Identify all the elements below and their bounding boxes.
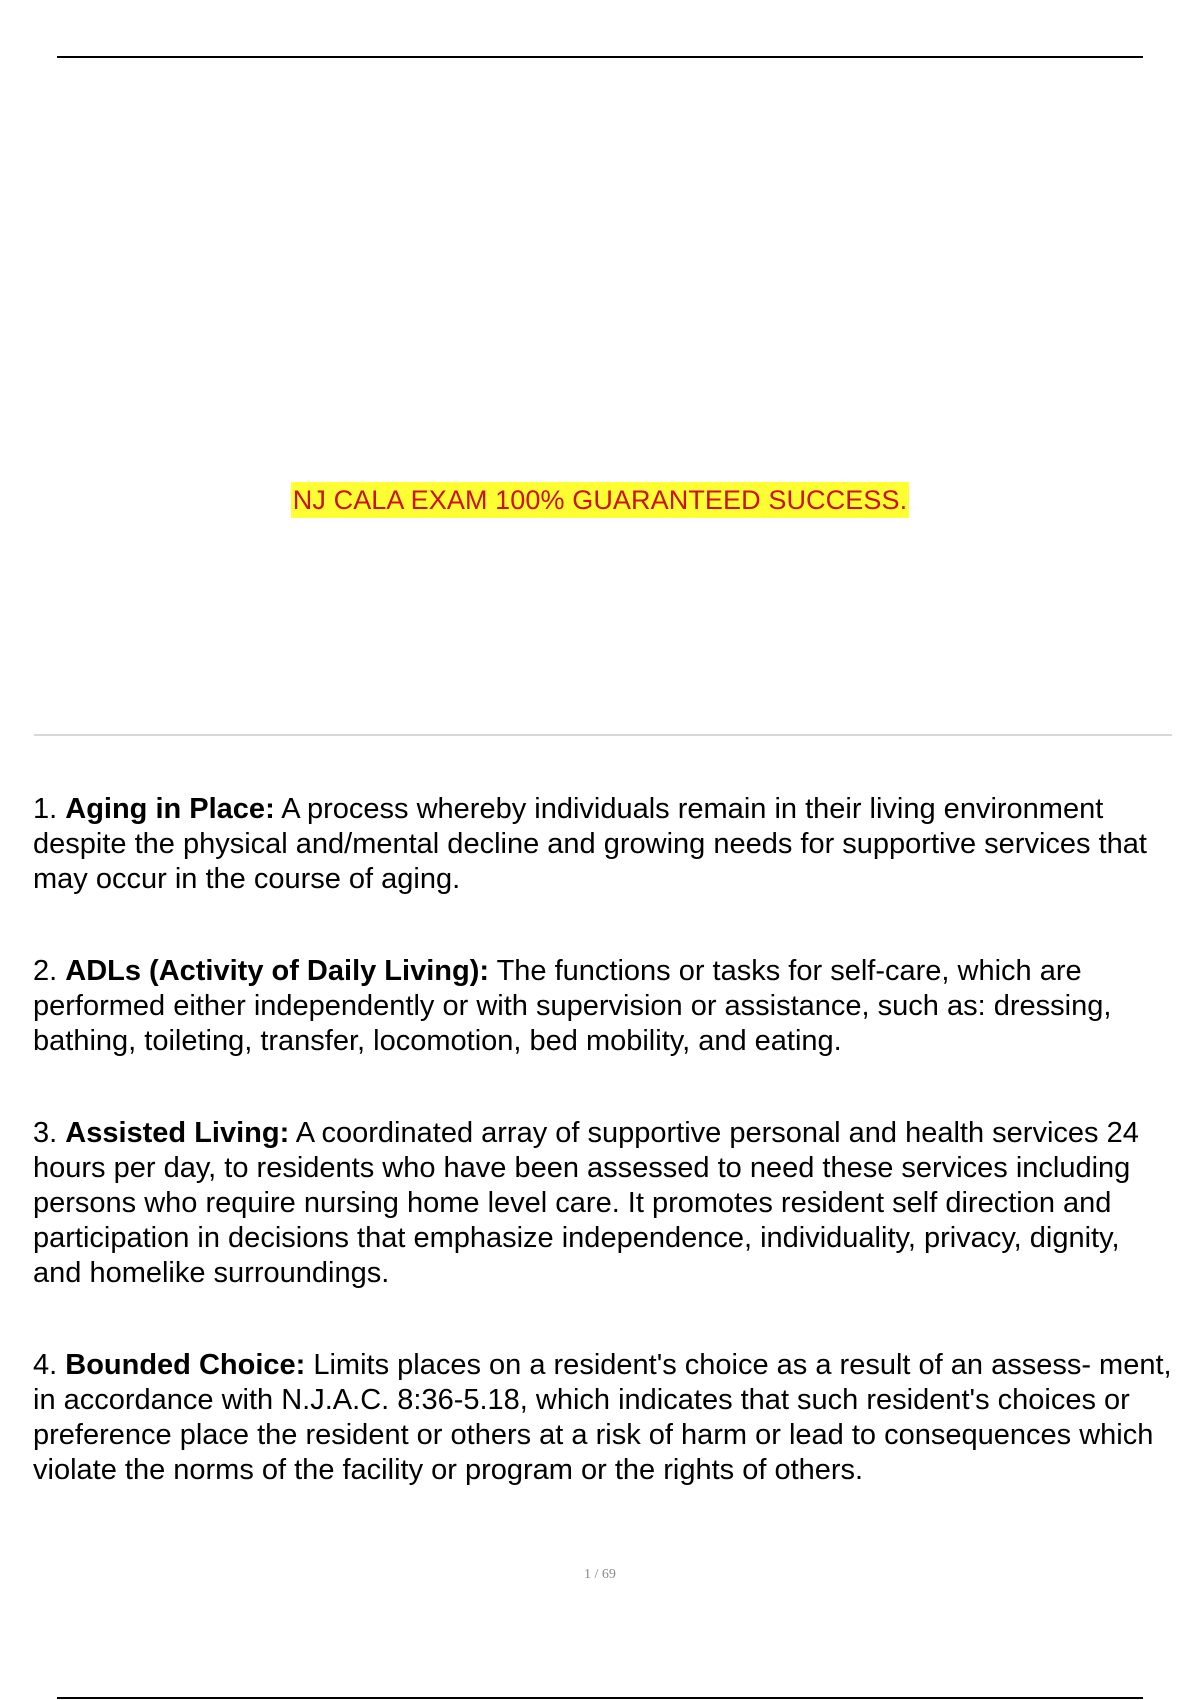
bottom-divider [57, 1697, 1143, 1699]
entry-number: 1. [33, 793, 58, 825]
entry-term: Bounded Choice: [65, 1349, 306, 1381]
entry-definition: The functions or tasks for self-care, which are performed either independently or with supervision or assistance, such as: dressing, bathing, toileting, transfer, locomotion, bed mobility, and eating. [33, 955, 1112, 1057]
entry-number: 4. [33, 1349, 58, 1381]
entry-number: 2. [33, 955, 58, 987]
title-container [0, 482, 1200, 518]
page-number: 1 / 69 [584, 1567, 616, 1582]
top-divider [57, 56, 1143, 58]
definition-list [33, 792, 1173, 1488]
entry-term: ADLs (Activity of Daily Living): [65, 955, 490, 987]
entry-definition: A coordinated array of supportive personal and health services 24 hours per day, to residents who have been assessed to need these services including persons who require nursing home level care. It promotes resident self direction and participation in decisions that emphasize independence, individuality, privacy, dignity, and homelike surroundings. [33, 1117, 1139, 1289]
section-divider [34, 734, 1172, 736]
definition-entry-adls [33, 954, 1173, 1059]
entry-term: Assisted Living: [65, 1117, 290, 1149]
document-title: NJ CALA EXAM 100% GUARANTEED SUCCESS. [291, 482, 909, 518]
definition-entry-assisted-living [33, 1116, 1173, 1291]
entry-number: 3. [33, 1117, 58, 1149]
definition-entry-bounded-choice [33, 1348, 1173, 1488]
entry-definition: Limits places on a resident's choice as a result of an assess- ment, in accordance with N.J.A.C. 8:36-5.18, which indicates that such resident's choices or preference place the resident or others at a risk of harm or lead to consequences which violate the norms of the facility or program or the rights of others. [33, 1349, 1172, 1486]
entry-definition: A process whereby individuals remain in their living environment despite the physical and/mental decline and growing needs for supportive services that may occur in the course of aging. [33, 793, 1147, 895]
definition-entry-aging-in-place [33, 792, 1173, 897]
entry-term: Aging in Place: [65, 793, 275, 825]
